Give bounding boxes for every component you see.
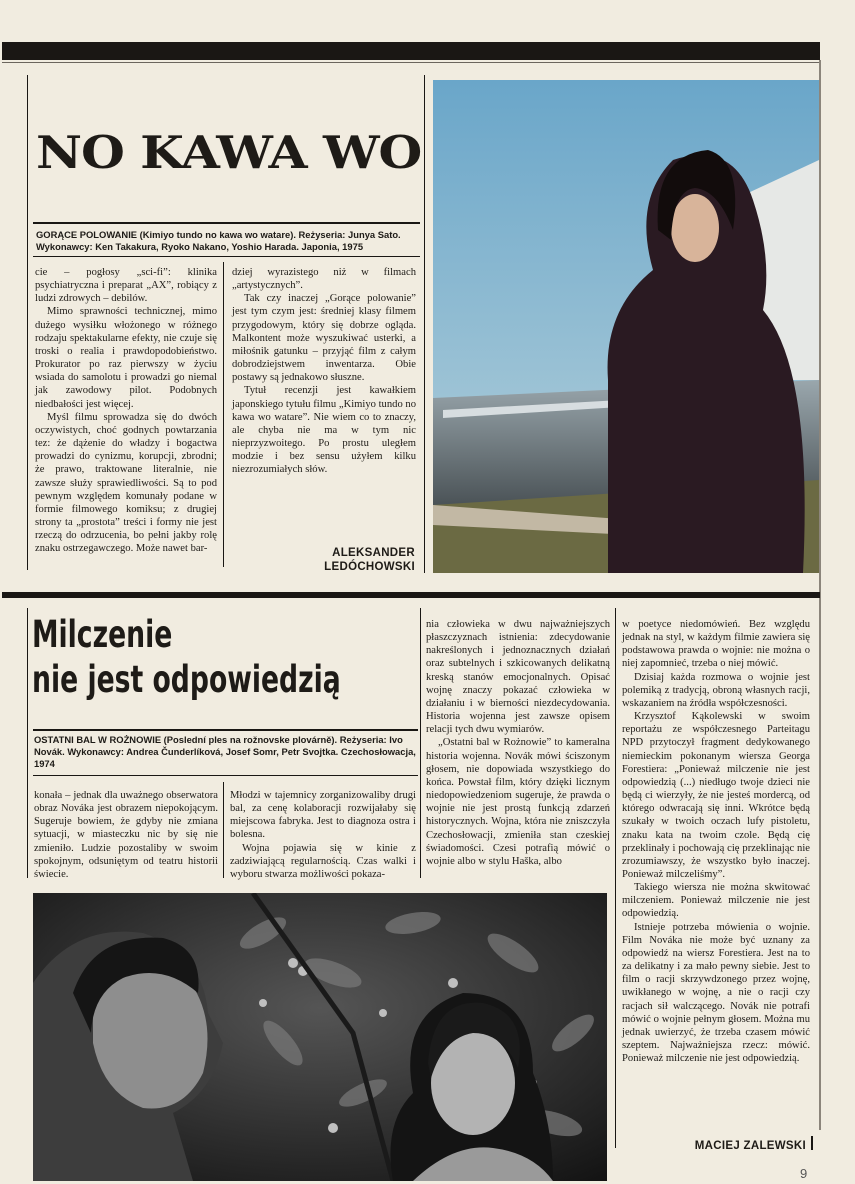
paragraph: w poetyce niedomówień. Bez względu jednak na styl, w każdym filmie zawiera się podstawowa prawda o wojnie: nie można o niej zapomnieć, trzeba o niej mówić. (622, 619, 810, 670)
paragraph: Myśl filmu sprowadza się do dwóch oczywistych, choć godnych powtarzania tez: że dążenie do władzy i bogactwa prowadzi do cynizmu, korupcji, zbrodni; że prawo, traktowane literalnie, nie zawsze służy sprawiedliwości. Są to pod pewnym względem komunały podane w formie filmowego komiksu; z drugiej strony ta „prostota” treści i formy nie jest rzeczą do odrzucenia, bo pełni jakby rolę znaku ostrzegawczego. Może nawet bar- (35, 411, 217, 555)
paragraph: Wojna pojawia się w kinie z zadziwiającą regularnością. Czas walki i wyboru stwarza możliwości pokaza- (230, 842, 416, 880)
article1-title: NO KAWA WO (36, 126, 422, 179)
article1-column-2 (232, 266, 416, 477)
article1-title-rule (33, 222, 420, 224)
page-number: 9 (800, 1166, 808, 1181)
paragraph: cie – pogłosy „sci-fi”: klinika psychiatryczna i preparat „AX”, robiący z ludzi zdrowych – debilów. (35, 267, 217, 305)
article1-right-rule (424, 75, 425, 573)
paragraph: Tytuł recenzji jest kawałkiem japonskiego tytułu filmu „Kimiyo tundo no kawa wo watare”. Nie wiem co to znaczy, ale chyba nie ma w tym nic nieprzyzwoitego. Po prostu uległem modzie i bez sensu użyłem kilku niezrozumiałych słów. (232, 385, 416, 476)
film-still-woman-aircraft (433, 80, 819, 573)
article1-credits-rule (33, 256, 420, 257)
article2-column-divider-3 (615, 608, 616, 1148)
article2-author: MACIEJ ZALEWSKI (694, 1140, 806, 1152)
article2-column-3 (426, 618, 610, 868)
article2-frame-left (27, 608, 28, 878)
section-divider (2, 592, 820, 598)
article2-author-rule (811, 1136, 813, 1150)
top-band (2, 42, 820, 60)
paragraph: Mimo sprawności technicznej, mimo dużego wysiłku włożonego w różnego rodzaju spektakularne efekty, nie czuje się troski o realia i prawdopodobieństwo. Prokurator po raz pierwszy w życiu wsiada do samolotu i prowadzi go niemal jak zawodowy pilot. Podobnych niedbałości jest więcej. (35, 306, 217, 410)
paragraph: nia człowieka w dwu najważniejszych płaszczyznach istnienia: zdecydowanie nakreślonych i jednoznacznych działań oraz subtelnych i szkicowanych delikatną kreską stanów emocjonalnych. Opisać wojnę znaczy pokazać człowieka w działaniu i w bierności niezdecydowania. Historia wojenna jest zawsze opisem relacji tych dwu wymiarów. (426, 619, 610, 736)
photo-illustration (433, 80, 819, 573)
paragraph: Młodzi w tajemnicy zorganizowaliby drugi bal, za cenę kolaboracji rozwijałaby się miejscowa fabryka. Jest to diagnoza ostra i bolesna. (230, 790, 416, 841)
paragraph: dziej wyrazistego niż w filmach „artystycznych”. (232, 267, 416, 292)
paragraph: „Ostatni bal w Rożnowie” to kameralna historia wojenna. Novák mówi ściszonym głosem, nie dopowiada wszystkiego do końca. Powstał film, który dzięki licznym niedopowiedzeniom sugeruje, że prawda o wojnie nie jest prostą funkcją zdarzeń historycznych. Wojna, która nie zniszczyła Czechosłowacji, zmieniła stan czeskiej świadomości. Czesi potrafią mówić o wojnie albo w stylu Haška, albo (426, 737, 610, 867)
article1-credits: GORĄCE POLOWANIE (Kimiyo tundo no kawa wo watare). Reżyseria: Junya Sato. Wykonawcy: Ken Takakura, Ryoko Nakano, Yoshio Harada. Japonia, 1975 (36, 229, 401, 252)
paragraph: Istnieje potrzeba mówienia o wojnie. Film Nováka nie może być uznany za odpowiedź na wiersz Forestiera. Jest na to za delikatny i za mało pewny siebie. Jest to film o racji skrzywdzonego przez wojnę, uwikłanego w wojnę, a nie o racji czy racjach sił walczącego. Novák nie potrafi mówić o wojnie pełnym głosem. Można mu jednak uwierzyć, że trzeba czasem mówić szeptem. Najważniejsza rzecz: mówić. Ponieważ milczenie nie jest odpowiedzią. (622, 921, 810, 1065)
paragraph: Dzisiaj każda rozmowa o wojnie jest polemiką z tradycją, obroną własnych racji, wskazaniem na źródła współczesności. (622, 671, 810, 709)
paragraph: konała – jednak dla uważnego obserwatora obraz Nováka jest obrazem niepokojącym. Sugeruje bowiem, że gdyby nie zmiana sytuacji, w miasteczku nic by się nie zmieniło. Ludzie pozostaliby w swoim spokojnym, odsuniętym od teatru historii świecie. (34, 790, 218, 880)
article2-title-rule (33, 729, 418, 731)
article2-column-2 (230, 789, 416, 881)
article2-column-divider-1 (223, 782, 224, 878)
photo-illustration (33, 893, 607, 1181)
article2-column-4 (622, 618, 810, 1065)
article2-column-1 (34, 789, 218, 881)
article1-frame-left (27, 75, 28, 570)
paragraph: Tak czy inaczej „Gorące polowanie” jest tym czym jest: średniej klasy filmem przygodowym, który się dobrze ogląda. Malkontent może wyszukiwać usterki, a miłośnik gatunku – przyjąć film z całym dobrodziejstwem inwentarza. Obie postawy są jednakowo słuszne. (232, 293, 416, 384)
article2-credits: OSTATNI BAL W ROŻNOWIE (Poslední ples na rožnovske plovárně). Reżyseria: Ivo Novák. Wykonawcy: Andrea Čunderlíková, Josef Somr, Petr Svojtka. Czechosłowacja, 1974 (34, 734, 416, 769)
paragraph: Krzysztof Kąkolewski w swoim reportażu ze współczesnego Parteitagu NPD przytoczył fragment dedykowanego niemieckim pokonanym wiersza Georga Forestiera: „Ponieważ milczenie nie jest odpowiedzią (...) niedługo twoje dzieci nie będą ci wierzyły, że nie jesteś mordercą, od którego odwracają się inni. Wkrótce będą szukały w twoich oczach lufy pistoletu, znaku kata na twoim czole. Będą cię przeklinały i pochowają cię przeklinając nie zrozumiawszy, że wszystko było inaczej. Ponieważ milczeliśmy”. (622, 711, 810, 880)
article2-title: Milczenie nie jest odpowiedzią (32, 613, 341, 701)
article1-column-1 (35, 266, 217, 555)
paragraph: Takiego wiersza nie można skwitować milczeniem. Ponieważ milczenie nie jest odpowiedzią. (622, 882, 810, 920)
article1-column-divider (223, 262, 224, 567)
article1-author: ALEKSANDER LEDÓCHOWSKI (324, 547, 415, 573)
article2-credits-rule (33, 775, 418, 776)
article1-title-box (28, 60, 423, 225)
article2-column-divider-2 (420, 608, 421, 878)
film-still-couple-cherry-tree (33, 893, 607, 1181)
